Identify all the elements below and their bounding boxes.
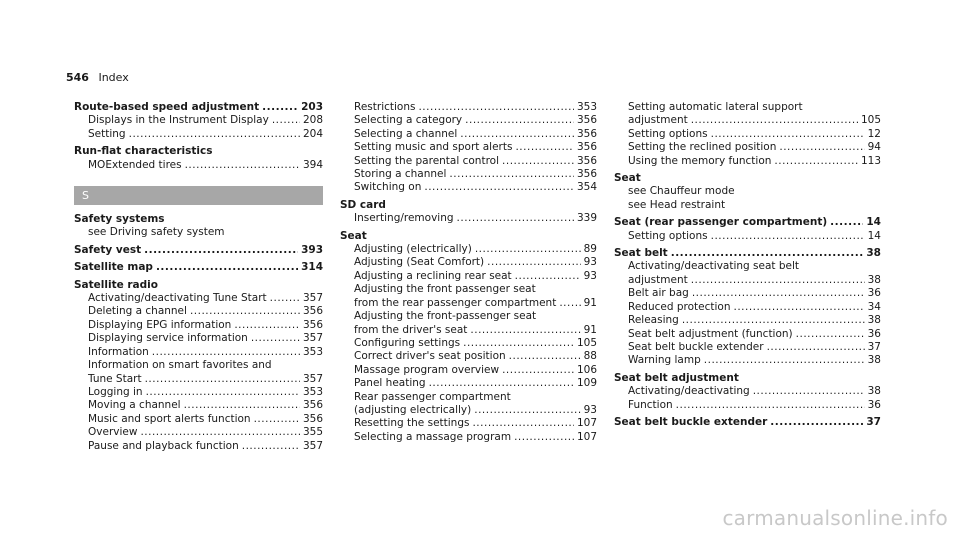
page-title: Index — [98, 71, 129, 84]
entry-label: Overview — [88, 426, 138, 439]
index-column-3 — [614, 101, 881, 429]
dot-leader — [770, 416, 863, 429]
dot-leader — [711, 128, 865, 141]
dot-leader — [753, 386, 865, 399]
index-entry[interactable] — [614, 314, 881, 327]
page-reference: 356 — [576, 168, 597, 181]
dot-leader — [774, 155, 858, 168]
dot-leader — [470, 324, 580, 337]
entry-label: Adjusting (Seat Comfort) — [354, 256, 485, 269]
index-entry[interactable] — [340, 404, 597, 417]
index-heading-entry[interactable] — [74, 261, 323, 274]
dot-leader — [502, 364, 574, 377]
page-reference: 356 — [576, 141, 597, 154]
dot-leader — [251, 333, 300, 346]
page-reference: 93 — [583, 269, 597, 282]
index-heading-entry[interactable] — [614, 416, 881, 429]
entry-label: adjustment — [628, 273, 688, 286]
index-subentry: see Chauffeur mode — [628, 185, 735, 198]
entry-label: Logging in — [88, 385, 143, 398]
entry-label: Setting the reclined position — [628, 141, 777, 154]
dot-leader — [475, 243, 581, 256]
dot-leader — [457, 213, 574, 226]
page-reference: 109 — [576, 377, 597, 390]
entry-label: Tune Start — [88, 372, 142, 385]
entry-label: from the rear passenger compartment — [354, 296, 557, 309]
index-entry[interactable] — [614, 141, 881, 154]
index-entry[interactable] — [340, 114, 597, 127]
dot-leader — [185, 159, 300, 172]
index-heading-entry[interactable] — [74, 244, 323, 257]
index-entry[interactable] — [74, 399, 323, 412]
entry-label: Massage program overview — [354, 363, 500, 376]
index-entry[interactable] — [74, 319, 323, 332]
index-entry[interactable] — [614, 341, 881, 354]
page-reference: 14 — [867, 229, 881, 242]
index-entry[interactable] — [340, 297, 597, 310]
index-entry[interactable] — [614, 354, 881, 367]
page-reference: 38 — [867, 314, 881, 327]
index-heading: Seat belt adjustment — [614, 371, 739, 384]
dot-leader — [254, 413, 300, 426]
dot-leader — [460, 128, 574, 141]
dot-leader — [796, 328, 865, 341]
entry-label: Using the memory function — [628, 154, 772, 167]
index-entry[interactable] — [340, 155, 597, 168]
page-reference: 91 — [583, 323, 597, 336]
page-reference: 357 — [302, 292, 323, 305]
page-reference: 355 — [302, 426, 323, 439]
page-reference: 353 — [302, 345, 323, 358]
dot-leader — [242, 440, 300, 453]
page-reference: 37 — [867, 340, 881, 353]
dot-leader — [463, 337, 574, 350]
dot-leader — [449, 168, 574, 181]
index-entry[interactable] — [74, 413, 323, 426]
dot-leader — [262, 101, 298, 114]
entry-label: Deleting a channel — [88, 305, 187, 318]
index-entry[interactable] — [74, 346, 323, 359]
entry-label: Restrictions — [354, 101, 416, 113]
index-heading: Seat — [614, 172, 641, 185]
dot-leader — [830, 217, 863, 230]
index-heading: Run-flat characteristics — [74, 145, 213, 158]
index-subentry: see Driving safety system — [88, 226, 225, 239]
index-heading: Safety systems — [74, 213, 165, 226]
dot-leader — [272, 115, 300, 128]
index-heading: SD card — [340, 198, 386, 211]
dot-leader — [465, 115, 574, 128]
page-reference: 34 — [867, 300, 881, 313]
entry-label: Seat belt adjustment (function) — [628, 327, 793, 340]
page-reference: 36 — [867, 398, 881, 411]
index-entry[interactable] — [340, 377, 597, 390]
index-entry[interactable] — [74, 114, 323, 127]
index-entry[interactable] — [614, 328, 881, 341]
page-reference: 38 — [867, 385, 881, 398]
page-reference: 93 — [583, 403, 597, 416]
dot-leader — [671, 247, 864, 260]
index-entry[interactable] — [74, 386, 323, 399]
entry-label: Music and sport alerts function — [88, 412, 251, 425]
index-entry[interactable] — [340, 350, 597, 363]
page-reference: 356 — [302, 305, 323, 318]
dot-leader — [692, 288, 865, 301]
index-heading: Seat — [340, 229, 367, 242]
index-entry[interactable] — [340, 417, 597, 430]
index-entry[interactable] — [614, 385, 881, 398]
dot-leader — [682, 315, 865, 328]
entry-label: Setting music and sport alerts — [354, 141, 513, 154]
index-subentry: Adjusting the front passenger seat — [354, 283, 536, 296]
page-reference: 204 — [302, 127, 323, 140]
entry-label: Inserting/removing — [354, 212, 454, 225]
dot-leader — [676, 399, 865, 412]
page-reference: 357 — [302, 439, 323, 452]
dot-leader — [514, 431, 574, 444]
index-entry[interactable] — [614, 155, 881, 168]
entry-label: Moving a channel — [88, 399, 181, 412]
index-entry[interactable] — [74, 292, 323, 305]
entry-label: Setting options — [628, 127, 708, 140]
page-reference: 38 — [866, 247, 881, 260]
index-heading-entry[interactable] — [614, 247, 881, 260]
index-entry[interactable] — [74, 128, 323, 141]
page-reference: 107 — [576, 430, 597, 443]
dot-leader — [129, 128, 300, 141]
index-entry[interactable] — [74, 373, 323, 386]
dot-leader — [474, 404, 580, 417]
entry-label: Activating/deactivating — [628, 385, 750, 398]
index-subentry: Rear passenger compartment — [354, 390, 511, 403]
index-entry[interactable] — [614, 128, 881, 141]
page-number: 546 — [66, 71, 89, 84]
page-reference: 38 — [867, 354, 881, 367]
dot-leader — [472, 418, 573, 431]
dot-leader — [704, 355, 865, 368]
index-entry[interactable] — [614, 301, 881, 314]
dot-leader — [270, 292, 300, 305]
page-reference: 357 — [302, 372, 323, 385]
page-reference: 394 — [302, 158, 323, 171]
dot-leader — [140, 427, 300, 440]
dot-leader — [234, 319, 300, 332]
entry-label: Displaying service information — [88, 332, 248, 345]
page-reference: 356 — [302, 399, 323, 412]
index-entry[interactable] — [614, 287, 881, 300]
index-entry[interactable] — [614, 399, 881, 412]
dot-leader — [156, 262, 298, 275]
entry-label: Adjusting (electrically) — [354, 243, 472, 256]
page-reference: 38 — [867, 273, 881, 286]
index-entry[interactable] — [340, 141, 597, 154]
index-entry[interactable] — [340, 364, 597, 377]
dot-leader — [733, 301, 864, 314]
index-entry[interactable] — [340, 324, 597, 337]
page-reference: 105 — [860, 114, 881, 127]
page-reference: 356 — [576, 114, 597, 127]
entry-label: Satellite map — [74, 261, 153, 274]
entry-label: Activating/deactivating Tune Start — [88, 292, 267, 305]
entry-label: Configuring settings — [354, 336, 461, 349]
index-entry[interactable] — [614, 230, 881, 243]
dot-leader — [691, 274, 865, 287]
index-entry[interactable] — [74, 332, 323, 345]
index-entry[interactable] — [340, 128, 597, 141]
dot-leader — [145, 373, 300, 386]
index-entry[interactable] — [340, 168, 597, 181]
dot-leader — [144, 244, 298, 257]
page-reference: 94 — [867, 141, 881, 154]
dot-leader — [767, 341, 865, 354]
entry-label: from the driver's seat — [354, 323, 468, 336]
index-subentry: Setting automatic lateral support — [628, 101, 803, 113]
entry-label: Route-based speed adjustment — [74, 101, 260, 113]
page-reference: 105 — [576, 336, 597, 349]
index-subentry: see Head restraint — [628, 198, 726, 211]
index-subentry: Adjusting the front-passenger seat — [354, 310, 537, 323]
entry-label: Safety vest — [74, 243, 142, 256]
index-entry[interactable] — [340, 337, 597, 350]
index-heading-entry[interactable] — [614, 216, 881, 229]
index-entry[interactable] — [614, 274, 881, 287]
index-heading-entry[interactable] — [74, 101, 323, 114]
page-reference: 353 — [576, 101, 597, 113]
page-reference: 353 — [302, 385, 323, 398]
index-entry[interactable] — [340, 431, 597, 444]
entry-label: MOExtended tires — [88, 158, 182, 171]
index-column-1 — [74, 101, 323, 453]
index-column-2 — [340, 101, 597, 444]
page-reference: 14 — [866, 216, 881, 229]
page-reference: 91 — [583, 296, 597, 309]
page-reference: 113 — [860, 154, 881, 167]
dot-leader — [424, 182, 574, 195]
page-reference: 89 — [583, 243, 597, 256]
page-reference: 393 — [301, 243, 323, 256]
index-subentry: Activating/deactivating seat belt — [628, 260, 800, 273]
dot-leader — [184, 400, 300, 413]
entry-label: Seat (rear passenger compartment) — [614, 216, 828, 229]
entry-label: Switching on — [354, 181, 422, 194]
page-reference: 356 — [576, 154, 597, 167]
entry-label: Storing a channel — [354, 168, 447, 181]
index-entry[interactable] — [74, 305, 323, 318]
entry-label: Reduced protection — [628, 300, 731, 313]
page-reference: 93 — [583, 256, 597, 269]
entry-label: (adjusting electrically) — [354, 403, 472, 416]
page-reference: 356 — [576, 127, 597, 140]
dot-leader — [190, 306, 300, 319]
dot-leader — [487, 257, 580, 270]
page-reference: 88 — [583, 350, 597, 363]
entry-label: adjustment — [628, 114, 688, 127]
index-entry[interactable] — [74, 426, 323, 439]
dot-leader — [779, 142, 864, 155]
index-entry[interactable] — [74, 159, 323, 172]
index-entry[interactable] — [340, 270, 597, 283]
entry-label: Warning lamp — [628, 354, 701, 367]
entry-label: Setting options — [628, 229, 708, 242]
dot-leader — [711, 230, 865, 243]
page-reference: 36 — [867, 287, 881, 300]
index-entry[interactable] — [340, 256, 597, 269]
watermark-logo: carmanualsonline.info — [722, 506, 948, 530]
entry-label: Panel heating — [354, 377, 426, 390]
index-entry[interactable] — [340, 101, 597, 114]
index-heading: Satellite radio — [74, 278, 158, 291]
entry-label: Seat belt — [614, 247, 668, 260]
index-entry[interactable] — [614, 114, 881, 127]
dot-leader — [691, 115, 858, 128]
entry-label: Selecting a massage program — [354, 430, 512, 443]
entry-label: Seat belt buckle extender — [628, 340, 764, 353]
index-entry[interactable] — [74, 440, 323, 453]
entry-label: Adjusting a reclining rear seat — [354, 269, 512, 282]
entry-label: Belt air bag — [628, 287, 689, 300]
page-header — [66, 71, 129, 84]
entry-label: Displaying EPG information — [88, 318, 232, 331]
index-entry[interactable] — [340, 181, 597, 194]
entry-label: Setting the parental control — [354, 154, 500, 167]
dot-leader — [146, 386, 300, 399]
entry-label: Information — [88, 345, 149, 358]
dot-leader — [509, 351, 581, 364]
page-reference: 203 — [301, 101, 323, 113]
dot-leader — [515, 270, 581, 283]
page-reference: 106 — [576, 363, 597, 376]
page-reference: 36 — [867, 327, 881, 340]
page-reference: 356 — [302, 412, 323, 425]
entry-label: Function — [628, 398, 673, 411]
index-subentry: Information on smart favorites and — [88, 359, 272, 372]
entry-label: Selecting a category — [354, 114, 463, 127]
page-reference: 314 — [301, 261, 323, 274]
dot-leader — [429, 378, 574, 391]
entry-label: Displays in the Instrument Display — [88, 114, 269, 127]
dot-leader — [559, 297, 580, 310]
page-reference: 339 — [576, 212, 597, 225]
page-reference: 12 — [867, 127, 881, 140]
entry-label: Seat belt buckle extender — [614, 415, 768, 428]
entry-label: Selecting a channel — [354, 127, 458, 140]
section-letter-bar: S — [74, 186, 323, 205]
page-reference: 107 — [576, 417, 597, 430]
entry-label: Releasing — [628, 314, 679, 327]
page-reference: 37 — [866, 415, 881, 428]
dot-leader — [502, 155, 574, 168]
dot-leader — [515, 142, 573, 155]
entry-label: Correct driver's seat position — [354, 350, 506, 363]
page-reference: 354 — [576, 181, 597, 194]
dot-leader — [418, 101, 573, 114]
entry-label: Resetting the settings — [354, 417, 470, 430]
dot-leader — [152, 346, 300, 359]
page-reference: 356 — [302, 318, 323, 331]
entry-label: Pause and playback function — [88, 439, 239, 452]
index-entry[interactable] — [340, 212, 597, 225]
page-reference: 357 — [302, 332, 323, 345]
page-reference: 208 — [302, 114, 323, 127]
index-entry[interactable] — [340, 243, 597, 256]
entry-label: Setting — [88, 127, 126, 140]
